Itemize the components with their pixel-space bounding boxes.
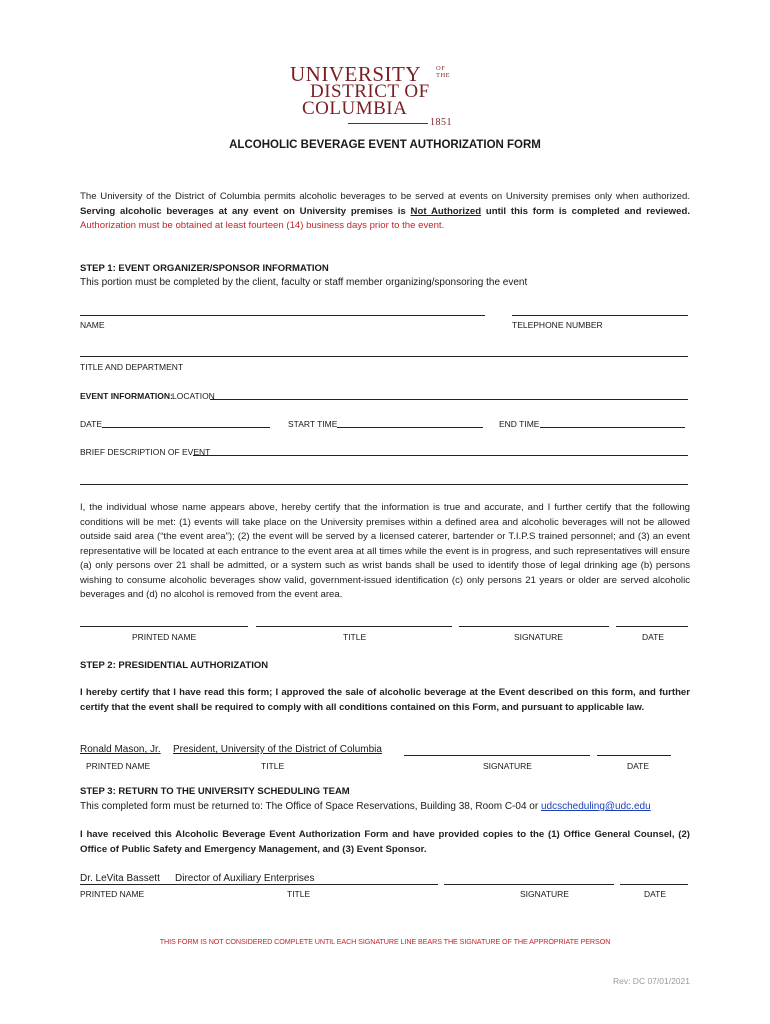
- date-line[interactable]: [102, 427, 270, 428]
- intro-paragraph: [80, 190, 690, 234]
- brief-description-line-2[interactable]: [80, 484, 688, 485]
- form-title: ALCOHOLIC BEVERAGE EVENT AUTHORIZATION FORM: [229, 139, 541, 151]
- president-date-label: DATE: [627, 761, 650, 771]
- intro-bold: Serving alcoholic beverages at any event on University premises is: [80, 205, 411, 217]
- president-name: Ronald Mason, Jr.: [80, 744, 161, 755]
- director-date-line[interactable]: [620, 884, 688, 885]
- logo-line-2: DISTRICT OF: [310, 81, 430, 102]
- brief-description-line[interactable]: [193, 455, 688, 456]
- step3-heading: STEP 3: RETURN TO THE UNIVERSITY SCHEDULING TEAM: [80, 786, 350, 797]
- location-label: LOCATION: [172, 391, 215, 401]
- director-title: Director of Auxiliary Enterprises: [175, 873, 315, 884]
- step2-heading: STEP 2: PRESIDENTIAL AUTHORIZATION: [80, 660, 269, 671]
- president-signature-label: SIGNATURE: [483, 761, 532, 771]
- intro-deadline: Authorization must be obtained at least fourteen (14) business days prior to the event.: [80, 220, 445, 231]
- brief-description-label: BRIEF DESCRIPTION OF EVENT: [80, 447, 211, 457]
- step3-received-text: I have received this Alcoholic Beverage Event Authorization Form and have provided copies to the (1) Office General Counsel, (2) Office of Public Safety and Emergency Management, and (3) Event Sponsor.: [80, 829, 690, 855]
- director-name: Dr. LeVita Bassett: [80, 873, 160, 884]
- step1-subtext: This portion must be completed by the client, faculty or staff member organizing/sponsoring the event: [80, 277, 528, 288]
- logo-rule: [348, 123, 428, 124]
- president-title: President, University of the District of Columbia: [173, 744, 382, 755]
- intro-text: The University of the District of Columbia permits alcoholic beverages to be served at events on University premises only when authorized.: [80, 191, 690, 202]
- president-signature-line[interactable]: [404, 755, 590, 756]
- intro-not-authorized: Not Authorized: [410, 205, 482, 217]
- director-name-line: [80, 884, 174, 885]
- president-date-line[interactable]: [597, 755, 671, 756]
- intro-bold-end: until this form is completed and reviewed.: [481, 205, 690, 217]
- end-time-label: END TIME: [499, 419, 540, 429]
- step2-text: I hereby certify that I have read this form; I approved the sale of alcoholic beverage at the Event described on this form, and further certify that the event shall be required to comply with all conditions contained on this Form, and pursuant to applicable law.: [80, 687, 690, 713]
- president-title-label: TITLE: [261, 761, 285, 771]
- revision-label: Rev: DC 07/01/2021: [612, 976, 690, 986]
- president-printed-name-label: PRINTED NAME: [86, 761, 151, 771]
- date-label: DATE: [80, 419, 103, 429]
- certification-paragraph: I, the individual whose name appears above, hereby certify that the information is true and accurate, and I further certify that the following conditions will be met: (1) events will take place on the University premises within a defined area and alcoholic beverages will not be allowed outside said area (“the event area”); (2) the event will be served by a licensed caterer, bartender or T.I.P.S trained personnel; and (3) an event representative will be located at each entrance to the event area at all times while the event is in progress, and such representatives will ensure (a) only persons over 21 shall be admitted, or a system such as wrist bands shall be used to identify those of legal drinking age (b) persons wishing to consume alcoholic beverages show valid, government-issued identification (c) only persons 21 years or older are served alcoholic beverages and (d) no alcohol is removed from the event area.: [80, 502, 690, 600]
- director-title-line: [172, 884, 438, 885]
- cert-signature-line[interactable]: [459, 626, 609, 627]
- title-department-line[interactable]: [80, 356, 688, 357]
- start-time-line[interactable]: [337, 427, 483, 428]
- step3-text: This completed form must be returned to: The Office of Space Reservations, Building 38, Room C-04 or: [80, 801, 541, 812]
- logo-line-3: COLUMBIA: [302, 98, 408, 119]
- telephone-label: TELEPHONE NUMBER: [512, 320, 603, 330]
- start-time-label: START TIME: [288, 419, 338, 429]
- telephone-line[interactable]: [512, 315, 688, 316]
- name-line[interactable]: [80, 315, 485, 316]
- cert-printed-name-line[interactable]: [80, 626, 248, 627]
- cert-printed-name-label: PRINTED NAME: [132, 632, 197, 642]
- end-time-line[interactable]: [540, 427, 685, 428]
- scheduling-email-link[interactable]: udcscheduling@udc.edu: [540, 801, 651, 812]
- cert-title-line[interactable]: [256, 626, 452, 627]
- step1-heading: STEP 1: EVENT ORGANIZER/SPONSOR INFORMATION: [80, 263, 329, 274]
- university-logo: [290, 62, 470, 132]
- director-signature-line[interactable]: [444, 884, 614, 885]
- name-label: NAME: [80, 320, 105, 330]
- completion-notice: THIS FORM IS NOT CONSIDERED COMPLETE UNTIL EACH SIGNATURE LINE BEARS THE SIGNATURE OF THE APPROPRIATE PERSON: [159, 937, 611, 946]
- cert-date-line[interactable]: [616, 626, 688, 627]
- title-department-label: TITLE AND DEPARTMENT: [80, 362, 184, 372]
- location-line[interactable]: [210, 399, 688, 400]
- step3-return-text: [80, 801, 651, 812]
- director-title-label: TITLE: [287, 889, 311, 899]
- logo-year: 1851: [430, 117, 452, 128]
- cert-date-label: DATE: [642, 632, 665, 642]
- director-date-label: DATE: [644, 889, 667, 899]
- logo-line-1: UNIVERSITY: [290, 62, 421, 86]
- cert-signature-label: SIGNATURE: [514, 632, 563, 642]
- event-info-label: EVENT INFORMATION:: [80, 391, 173, 401]
- logo-of-the: OF THE: [436, 65, 451, 79]
- director-signature-label: SIGNATURE: [520, 889, 569, 899]
- director-printed-name-label: PRINTED NAME: [80, 889, 145, 899]
- cert-title-label: TITLE: [343, 632, 367, 642]
